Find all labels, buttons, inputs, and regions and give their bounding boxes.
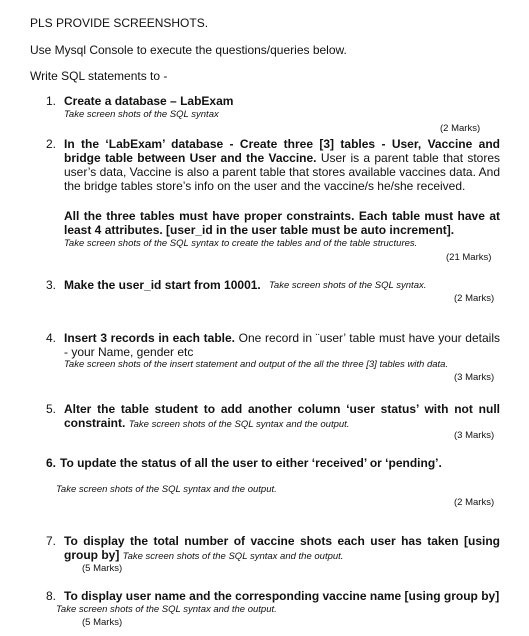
question-note: Take screen shots of the insert statement and output of the all the three [3] tables with data. xyxy=(64,359,449,370)
question-marks: (21 Marks) xyxy=(446,252,492,263)
question-note: Take screen shots of the SQL syntax. xyxy=(269,280,427,291)
question-marks: (3 Marks) xyxy=(454,430,495,441)
question-number: 3. xyxy=(46,278,57,292)
question-title: Insert 3 records in each table. xyxy=(64,331,235,345)
question-marks: (2 Marks) xyxy=(454,497,495,508)
question-text: User is a parent table that stores user’s data, Vaccine is also a parent table that stores available vaccines data. And the bridge tables store’s info on the user and the vaccine/s he/she received. xyxy=(64,151,500,193)
question-marks: (3 Marks) xyxy=(454,372,495,383)
question-marks: (5 Marks) xyxy=(82,563,123,574)
question-title: To display the total number of vaccine shots each user has taken [using group by] xyxy=(64,534,500,562)
question-number: 6. xyxy=(46,456,57,470)
header-line-1: PLS PROVIDE SCREENSHOTS. xyxy=(30,16,209,30)
question-title: In the ‘LabExam’ database - Create three [3] tables - User, Vaccine and bridge table between User and the Vaccine. xyxy=(64,137,500,165)
question-text: One record in ¨user’ table must have your details - your Name, gender etc xyxy=(64,331,500,359)
question-note: Take screen shots of the SQL syntax xyxy=(64,109,219,120)
header-line-3: Write SQL statements to - xyxy=(30,69,168,83)
question-title: Alter the table student to add another column ‘user status’ with not null constraint. xyxy=(64,402,500,430)
header-line-2: Use Mysql Console to execute the questions/queries below. xyxy=(30,43,347,57)
question-title: To display user name and the corresponding vaccine name [using group by] xyxy=(64,589,500,603)
question-note: Take screen shots of the SQL syntax and the output. xyxy=(56,484,277,495)
question-number: 2. xyxy=(46,137,57,151)
question-body xyxy=(64,534,500,564)
question-title: To update the status of all the user to either ‘received’ or ‘pending’. xyxy=(60,456,442,470)
question-note: Take screen shots of the SQL syntax and the output. xyxy=(56,604,277,615)
question-note: Take screen shots of the SQL syntax and the output. xyxy=(128,419,350,430)
question-marks: (5 Marks) xyxy=(82,617,123,628)
question-number: 8. xyxy=(46,589,57,603)
question-title: Create a database – LabExam xyxy=(64,94,234,108)
question-marks: (2 Marks) xyxy=(440,123,481,134)
question-number: 5. xyxy=(46,402,57,416)
question-number: 1. xyxy=(46,94,57,108)
question-number: 4. xyxy=(46,331,57,345)
question-title: Make the user_id start from 10001. xyxy=(64,278,261,292)
question-body xyxy=(64,402,500,432)
question-number: 7. xyxy=(46,534,57,548)
question-body xyxy=(64,137,500,193)
question-note: Take screen shots of the SQL syntax and the output. xyxy=(122,551,344,562)
question-body xyxy=(64,331,500,359)
question-marks: (2 Marks) xyxy=(454,293,495,304)
question-constraints: All the three tables must have proper constraints. Each table must have at least 4 attributes. [user_id in the user table must be auto increment]. xyxy=(64,209,500,237)
question-note: Take screen shots of the SQL syntax to create the tables and of the table structures. xyxy=(64,238,418,249)
